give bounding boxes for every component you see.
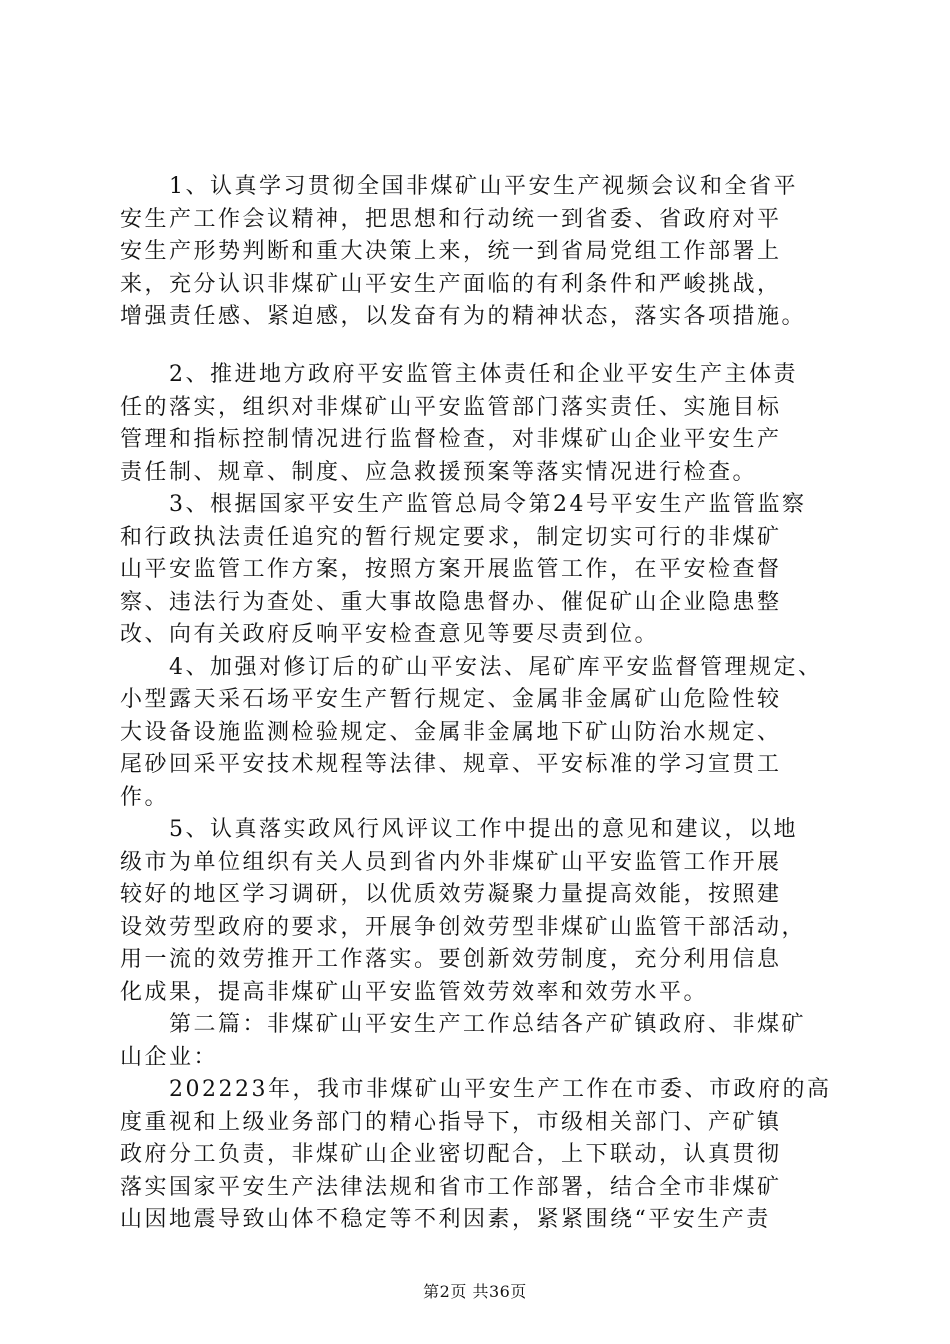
text-line: 落实国家平安生产法律法规和省市工作部署，结合全市非煤矿 <box>120 1175 782 1200</box>
text-line: 安生产工作会议精神，把思想和行动统一到省委、省政府对平 <box>120 207 782 232</box>
text-line: 小型露天采石场平安生产暂行规定、金属非金属矿山危险性较 <box>120 687 782 712</box>
text-line: 大设备设施监测检验规定、金属非金属地下矿山防治水规定、 <box>120 720 782 745</box>
text-line: 2、推进地方政府平安监管主体责任和企业平安生产主体责 <box>120 362 798 387</box>
text-line: 来，充分认识非煤矿山平安生产面临的有利条件和严峻挑战， <box>120 272 782 297</box>
text-line: 较好的地区学习调研，以优质效劳凝聚力量提高效能，按照建 <box>120 882 782 907</box>
text-line: 4、加强对修订后的矿山平安法、尾矿库平安监督管理规定、 <box>120 655 823 680</box>
text-line: 改、向有关政府反响平安检查意见等要尽责到位。 <box>120 622 660 647</box>
text-line: 安生产形势判断和重大决策上来，统一到省局党组工作部署上 <box>120 239 782 264</box>
text-line: 山因地震导致山体不稳定等不利因素，紧紧围绕“平安生产责 <box>120 1207 771 1232</box>
text-line: 202223年，我市非煤矿山平安生产工作在市委、市政府的高 <box>120 1077 832 1102</box>
text-line: 作。 <box>120 785 170 810</box>
text-line: 察、违法行为查处、重大事故隐患督办、催促矿山企业隐患整 <box>120 590 782 615</box>
text-line: 增强责任感、紧迫感，以发奋有为的精神状态，落实各项措施。 <box>120 304 807 329</box>
text-line: 设效劳型政府的要求，开展争创效劳型非煤矿山监管干部活动， <box>120 915 807 940</box>
text-line: 3、根据国家平安生产监管总局令第24号平安生产监管监察 <box>120 492 807 517</box>
text-line: 政府分工负责，非煤矿山企业密切配合，上下联动，认真贯彻 <box>120 1142 782 1167</box>
text-line: 和行政执法责任追究的暂行规定要求，制定切实可行的非煤矿 <box>120 525 782 550</box>
text-line: 化成果，提高非煤矿山平安监管效劳效率和效劳水平。 <box>120 980 709 1005</box>
text-line: 尾砂回采平安技术规程等法律、规章、平安标准的学习宣贯工 <box>120 752 782 777</box>
text-line: 5、认真落实政风行风评议工作中提出的意见和建议，以地 <box>120 817 798 842</box>
text-line: 度重视和上级业务部门的精心指导下，市级相关部门、产矿镇 <box>120 1110 782 1135</box>
text-line: 山平安监管工作方案，按照方案开展监管工作，在平安检查督 <box>120 557 782 582</box>
text-line: 第二篇：非煤矿山平安生产工作总结各产矿镇政府、非煤矿 <box>120 1012 807 1037</box>
text-line: 1、认真学习贯彻全国非煤矿山平安生产视频会议和全省平 <box>120 174 798 199</box>
text-line: 山企业： <box>120 1045 219 1070</box>
text-line: 级市为单位组织有关人员到省内外非煤矿山平安监管工作开展 <box>120 850 782 875</box>
page-footer: 第2页 共36页 <box>423 1282 527 1301</box>
text-line: 管理和指标控制情况进行监督检查，对非煤矿山企业平安生产 <box>120 427 782 452</box>
text-line: 责任制、规章、制度、应急救援预案等落实情况进行检查。 <box>120 460 758 485</box>
text-line: 用一流的效劳推开工作落实。要创新效劳制度，充分利用信息 <box>120 947 782 972</box>
text-line: 任的落实，组织对非煤矿山平安监管部门落实责任、实施目标 <box>120 395 782 420</box>
